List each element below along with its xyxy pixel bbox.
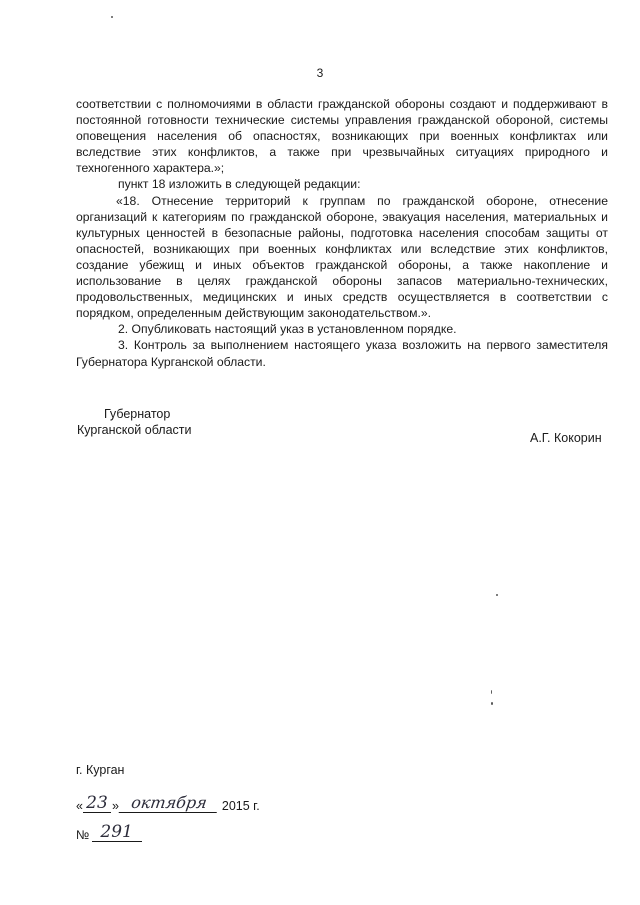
- signing-date: [76, 789, 260, 813]
- paragraph-publish: 2. Опубликовать настоящий указ в установленном порядке.: [118, 322, 457, 337]
- paragraph-control: 3. Контроль за выполнением настоящего указа возложить на первого заместителя Губернатора Курганской области.: [76, 338, 608, 369]
- date-year: 2015 г.: [221, 799, 260, 813]
- scan-speck: [491, 702, 493, 705]
- paragraph-item-18-text: «18. Отнесение территорий к группам по гражданской обороне, отнесение организаций к категориям по гражданской обороне, эвакуация населения, материальных и культурных ценностей в безопасные районы, подготовка населения способам защиты от опасностей, возникающих при военных конфликтах или вследствие этих конфликтов, создание убежищ и иных объектов гражданской обороны, а также накопление и использование в целях гражданской обороны запасов материально-технических, продовольственных, медицинских и иных средств осуществляется в соответствии с порядком, определенным действующим законодательством.».: [76, 193, 608, 321]
- signatory-name: А.Г. Кокорин: [530, 431, 602, 445]
- decree-number: [76, 818, 142, 842]
- date-open-quote: «: [76, 799, 83, 813]
- page-number: 3: [316, 66, 324, 80]
- date-close-quote: »: [111, 799, 119, 813]
- signatory-title-line2: Курганской области: [77, 423, 192, 437]
- scan-speck: [111, 16, 113, 18]
- signatory-title-line1: Губернатор: [104, 407, 171, 421]
- scan-speck: [491, 690, 492, 694]
- decree-body: [76, 96, 608, 370]
- date-day-handwritten: 23: [83, 794, 111, 813]
- date-month-handwritten: октября: [119, 794, 220, 813]
- paragraph-item-18-intro: пункт 18 изложить в следующей редакции:: [118, 177, 361, 192]
- scan-speck: [496, 594, 498, 596]
- place-of-signing: г. Курган: [76, 763, 125, 777]
- number-value-handwritten: 291: [92, 823, 142, 842]
- number-label: №: [76, 828, 90, 842]
- paragraph-continuation: соответствии с полномочиями в области гражданской обороны создают и поддерживают в постоянной готовности технические системы управления гражданской обороной, системы оповещения населения об опасностях, возникающих при военных конфликтах или вследствие этих конфликтов, а также при чрезвычайных ситуациях природного и техногенного характера.»;: [76, 97, 608, 176]
